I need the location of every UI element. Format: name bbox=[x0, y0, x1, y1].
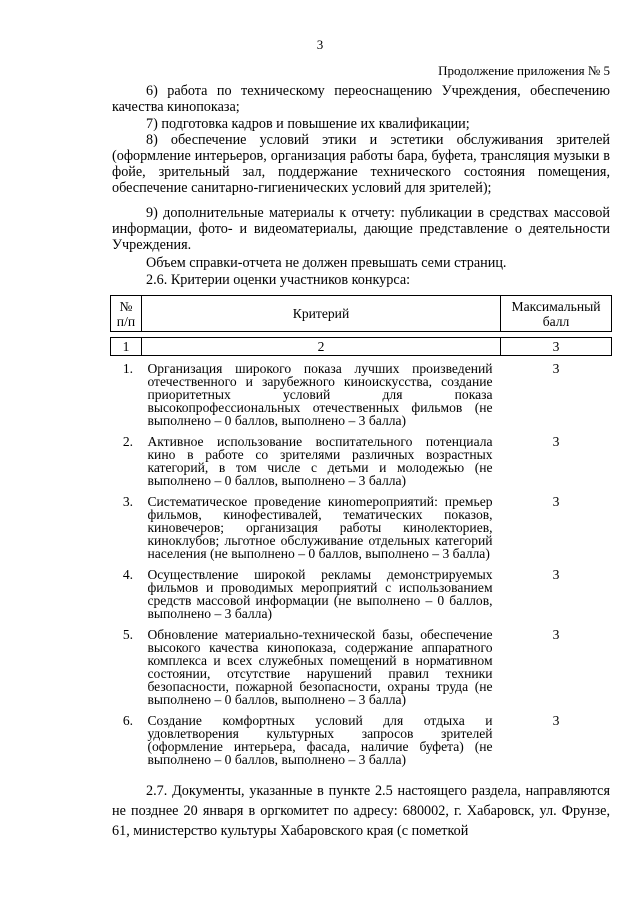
column-number-3: 3 bbox=[501, 338, 612, 356]
paragraph-item-6: 6) работа по техническому переоснащению Учреждения, обеспечению качества кинопоказа; bbox=[112, 83, 610, 115]
section-heading-2-6: 2.6. Критерии оценки участников конкурса: bbox=[146, 272, 411, 288]
row-score: 3 bbox=[552, 361, 560, 376]
row-number: 5. bbox=[122, 627, 134, 642]
table-row bbox=[111, 714, 612, 774]
table-row bbox=[111, 435, 612, 495]
row-number: 2. bbox=[122, 434, 134, 449]
row-number: 1. bbox=[122, 361, 134, 376]
paragraph-2-7: 2.7. Документы, указанные в пункте 2.5 настоящего раздела, направляются не позднее 20 января в оргкомитет по адресу: 680002, г. Хабаровск, ул. Фрунзе, 61, министерство культуры Хабаровского края (с пометкой bbox=[112, 783, 610, 839]
header-number: № п/п bbox=[111, 296, 142, 332]
header-criterion: Критерий bbox=[141, 296, 500, 332]
row-criterion: Осуществление широкой рекламы демонстрируемых фильмов и проводимых мероприятий с использованием средств массовой информации (не выполнено – 0 баллов, выполнено – 3 балла) bbox=[147, 567, 493, 621]
table-row bbox=[111, 568, 612, 628]
paragraph-item-7: 7) подготовка кадров и повышение их квалификации; bbox=[146, 116, 470, 132]
row-criterion: Активное использование воспитательного потенциала кино в работе со зрителями различных возрастных категорий, в том числе с детьми и молодежью (не выполнено – 0 баллов, выполнено – 3 балла) bbox=[147, 434, 493, 488]
column-number-2: 2 bbox=[141, 338, 500, 356]
column-number-1: 1 bbox=[111, 338, 142, 356]
row-score: 3 bbox=[552, 713, 560, 728]
row-score: 3 bbox=[552, 494, 560, 509]
paragraph-item-9: 9) дополнительные материалы к отчету: публикации в средствах массовой информации, фото- и видеоматериалы, дающие представление о деятельности Учреждения. bbox=[112, 205, 610, 253]
row-number: 6. bbox=[122, 713, 134, 728]
criteria-table bbox=[110, 295, 612, 774]
row-number: 4. bbox=[122, 567, 134, 582]
row-criterion: Систематическое проведение кинomероприятий: премьер фильмов, кинофестивалей, тематических показов, киновечеров; организация работы кинолекториев, киноклубов; льготное обслуживание отдельных категорий населения (не выполнено – 0 баллов, выполнено – 3 балла) bbox=[147, 494, 493, 561]
table-row bbox=[111, 495, 612, 568]
header-max-score: Максимальный балл bbox=[501, 296, 612, 332]
row-score: 3 bbox=[552, 567, 560, 582]
table-row bbox=[111, 362, 612, 435]
row-criterion: Создание комфортных условий для отдыха и удовлетворения культурных запросов зрителей (оформление интерьера, фасада, наличие буфета) (не выполнено – 0 баллов, выполнено – 3 балла) bbox=[147, 713, 493, 767]
appendix-continuation-label: Продолжение приложения № 5 bbox=[438, 63, 610, 78]
paragraph-item-8: 8) обеспечение условий этики и эстетики обслуживания зрителей (оформление интерьеров, организация работы бара, буфета, трансляция музыки в фойе, зрительный зал, поддержание технического состояния помещения, обеспечение санитарно-гигиенических условий для зрителей); bbox=[112, 132, 610, 196]
row-criterion: Организация широкого показа лучших произведений отечественного и зарубежного киноискусства, создание приоритетных условий для показа высокопрофессиональных отечественных фильмов (не выполнено – 0 баллов, выполнено – 3 балла) bbox=[147, 361, 493, 428]
row-score: 3 bbox=[552, 627, 560, 642]
row-number: 3. bbox=[122, 494, 134, 509]
row-criterion: Обновление материально-технической базы, обеспечение высокого качества кинопоказа, содержание аппаратного комплекса и всех служебных помещений в нормативном состоянии, отсутствие нарушений правил техники безопасности, пожарной безопасности, охраны труда (не выполнено – 0 баллов, выполнено – 3 балла) bbox=[147, 627, 493, 707]
table-row bbox=[111, 628, 612, 714]
page-number: 3 bbox=[316, 37, 324, 52]
row-score: 3 bbox=[552, 434, 560, 449]
paragraph-page-limit: Объем справки-отчета не должен превышать семи страниц. bbox=[146, 255, 507, 271]
